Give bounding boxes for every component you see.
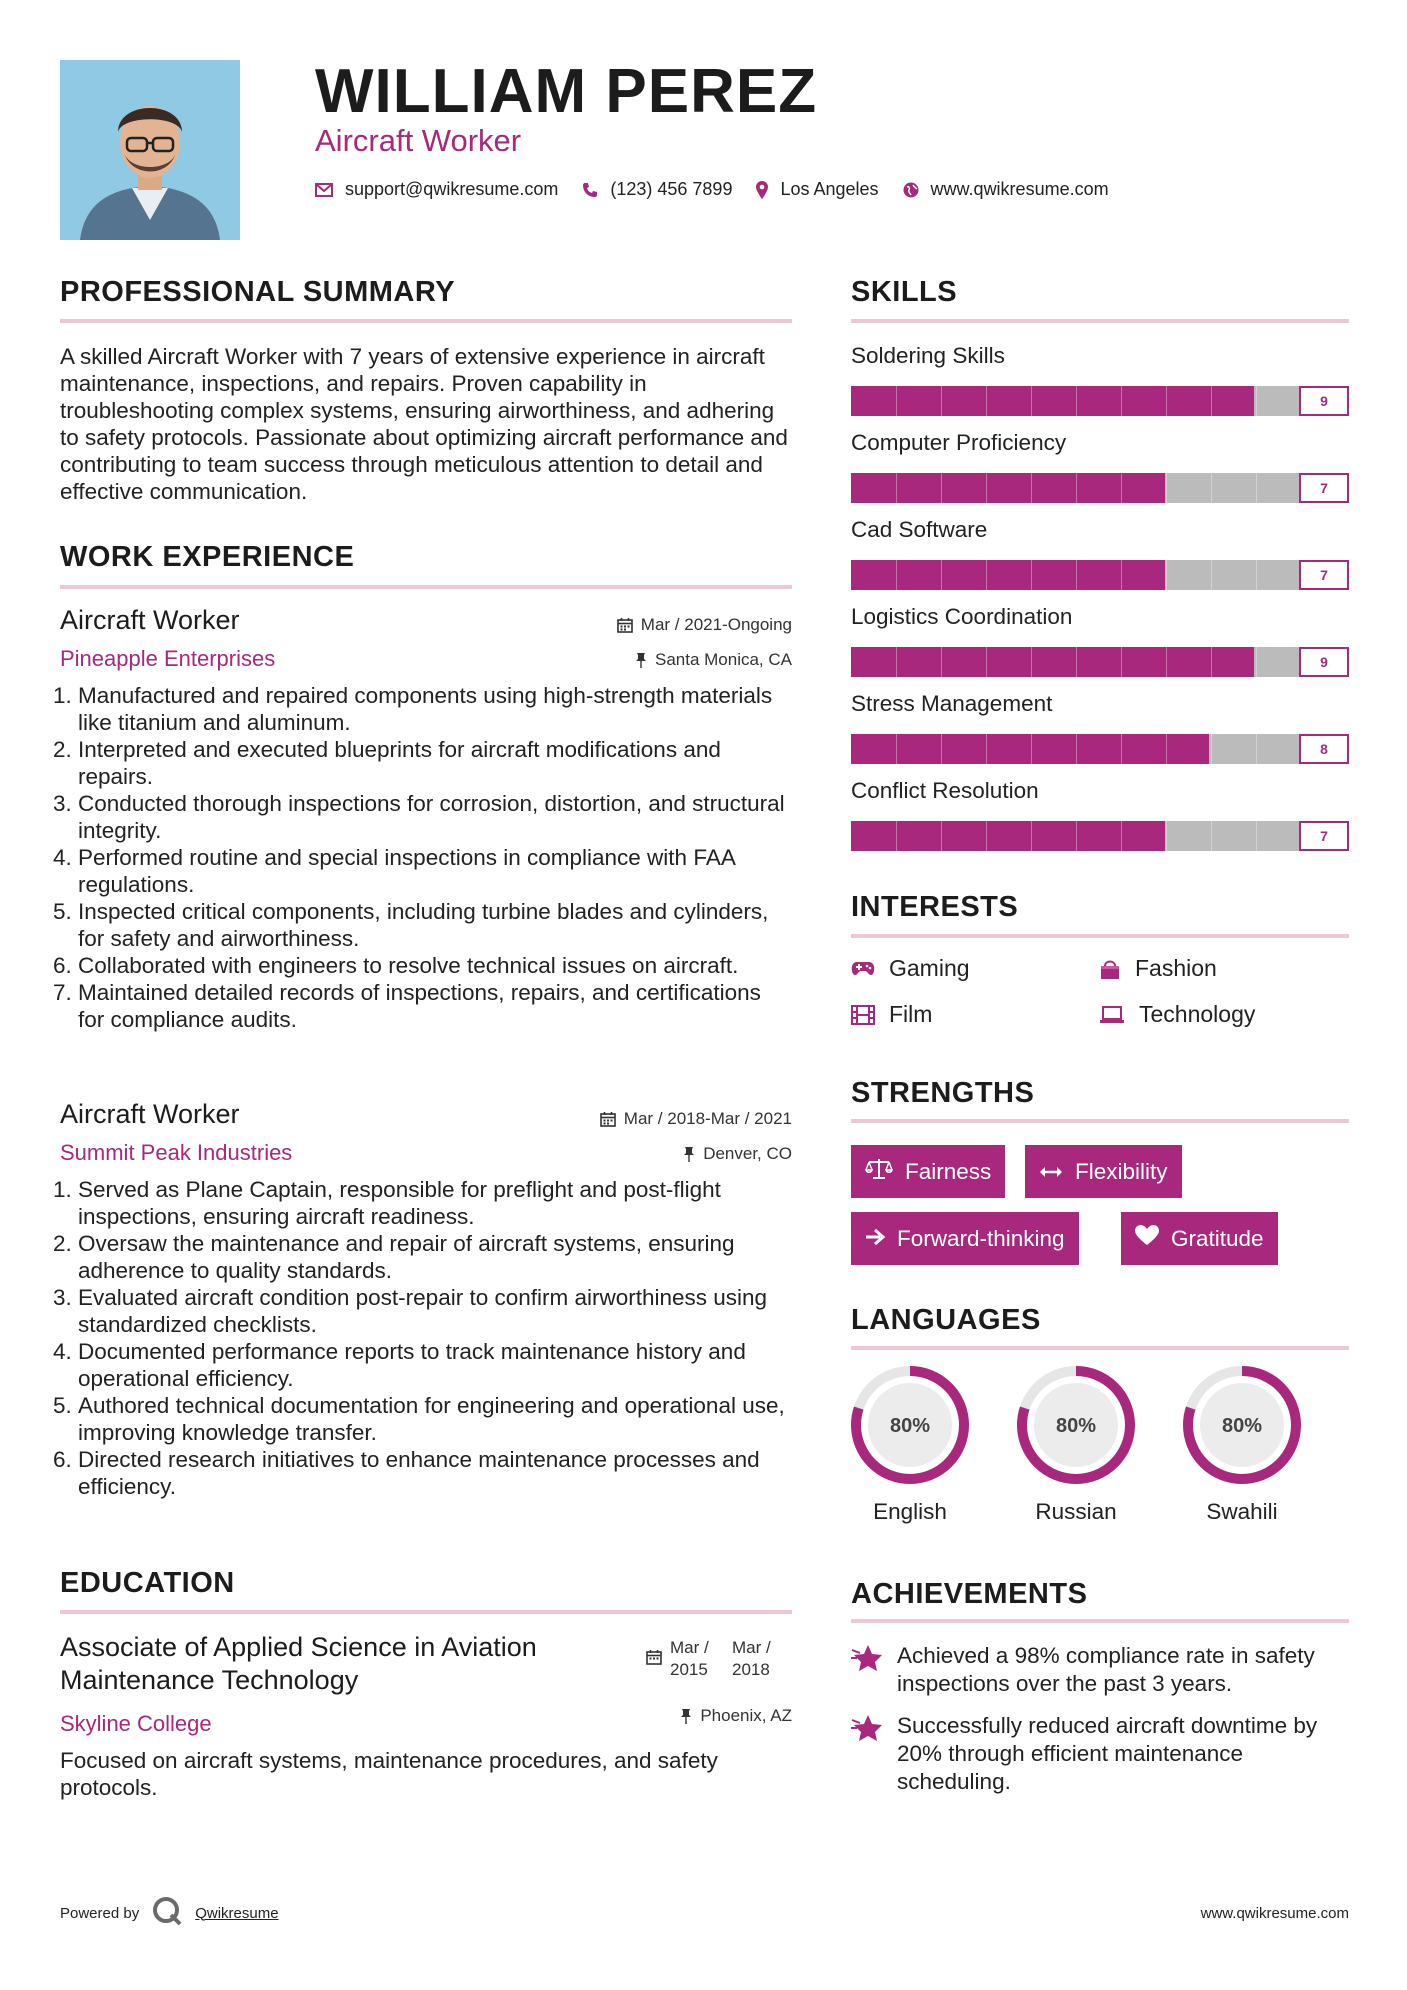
skill-bar-segment [1076, 821, 1077, 851]
achievement-text: Successfully reduced aircraft downtime by 20% through efficient maintenance scheduling. [897, 1713, 1318, 1794]
contact-email[interactable] [315, 179, 558, 200]
skill-bar [851, 560, 1349, 590]
duty-item: Inspected critical components, including turbine blades and cylinders, for safety and airworthiness. [78, 899, 769, 951]
skill-label: Computer Proficiency [851, 430, 1067, 455]
duty-item: Conducted thorough inspections for corrosion, distortion, and structural integrity. [78, 791, 785, 843]
interest-label: Fashion [1135, 955, 1217, 981]
language-label: Swahili [1206, 1499, 1278, 1524]
language-ring [1180, 1363, 1304, 1487]
duty-item: Maintained detailed records of inspections, repairs, and certifications for compliance audits. [78, 980, 761, 1032]
skill-item [851, 430, 1349, 496]
duty-item: Performed routine and special inspections in compliance with FAA regulations. [78, 845, 735, 897]
skill-label: Soldering Skills [851, 343, 1005, 368]
skill-bar-segment [1121, 734, 1122, 764]
strengths-rule [851, 1119, 1349, 1123]
job-company: Summit Peak Industries [60, 1140, 293, 1165]
job-dates [617, 615, 792, 635]
skill-bar-segment [1166, 473, 1167, 503]
skill-bar-segment [1256, 734, 1257, 764]
phone-icon [582, 182, 598, 198]
skill-bar-segment [1166, 386, 1167, 416]
skill-bar [851, 473, 1349, 503]
skill-bar-segment [941, 821, 942, 851]
envelope-icon [315, 183, 333, 197]
job-location-text: Denver, CO [703, 1144, 792, 1163]
profile-photo [60, 60, 240, 240]
job-title: Aircraft Worker [60, 605, 240, 635]
skill-bar-fill [851, 734, 1209, 764]
contact-phone[interactable] [582, 179, 732, 200]
education-location [680, 1706, 792, 1726]
film-icon [851, 1005, 875, 1025]
laptop-icon [1099, 1006, 1125, 1024]
skill-bar-segment [1256, 821, 1257, 851]
candidate-name: WILLIAM PEREZ [315, 57, 818, 126]
skill-bar-segment [941, 734, 942, 764]
skill-bar-segment [1031, 386, 1032, 416]
skill-bar-segment [1076, 734, 1077, 764]
job-dates-text: Mar / 2018-Mar / 2021 [623, 1109, 792, 1128]
pushpin-icon [635, 652, 647, 668]
star-badge-icon [851, 1644, 885, 1698]
duty-item: Directed research initiatives to enhance maintenance processes and efficiency. [78, 1447, 760, 1499]
skill-bar-segment [1076, 647, 1077, 677]
education-location-text: Phoenix, AZ [700, 1706, 792, 1725]
job-location [683, 1144, 792, 1164]
contact-website-text: www.qwikresume.com [930, 179, 1109, 199]
skill-bar-segment [1256, 560, 1257, 590]
skill-bar-segment [941, 473, 942, 503]
powered-by-text: Powered by [60, 1904, 140, 1922]
skill-bar-segment [896, 821, 897, 851]
skill-score: 9 [1299, 647, 1349, 677]
degree-title: Associate of Applied Science in Aviation Maintenance Technology [60, 1632, 537, 1695]
skill-bar-segment [1211, 821, 1212, 851]
skill-bar-segment [941, 647, 942, 677]
qwikresume-logo-icon [151, 1895, 183, 1931]
interests-rule [851, 934, 1349, 938]
duty-item: Interpreted and executed blueprints for aircraft modifications and repairs. [78, 737, 721, 789]
shopping-bag-icon [1099, 958, 1121, 980]
job-dates [600, 1109, 792, 1129]
language-label: English [873, 1499, 947, 1524]
language-ring [1014, 1363, 1138, 1487]
skills-rule [851, 319, 1349, 323]
skill-bar [851, 821, 1349, 851]
skill-bar-fill [851, 821, 1165, 851]
strength-tag [1121, 1212, 1278, 1265]
skill-bar-fill [851, 473, 1165, 503]
languages-rule [851, 1346, 1349, 1350]
skill-bar-segment [896, 647, 897, 677]
calendar-icon [617, 617, 633, 633]
achievement-text: Achieved a 98% compliance rate in safety inspections over the past 3 years. [897, 1643, 1315, 1696]
skill-bar-segment [1031, 473, 1032, 503]
skill-label: Cad Software [851, 517, 988, 542]
duty-item: Oversaw the maintenance and repair of aircraft systems, ensuring adherence to quality standards. [78, 1231, 735, 1283]
calendar-icon [646, 1649, 662, 1665]
education-dates [646, 1637, 792, 1681]
skill-bar-segment [986, 386, 987, 416]
skill-bar [851, 734, 1349, 764]
globe-icon [903, 182, 919, 198]
skill-bar-segment [896, 386, 897, 416]
skill-bar-segment [1211, 560, 1212, 590]
skill-item [851, 691, 1349, 757]
contact-bar [315, 179, 1125, 200]
contact-email-text: support@qwikresume.com [345, 179, 559, 199]
interest-label: Technology [1139, 1001, 1256, 1027]
strength-label: Fairness [905, 1158, 992, 1184]
strength-tag [851, 1212, 1079, 1265]
strength-label: Gratitude [1171, 1225, 1264, 1251]
education-end: Mar / 2018 [732, 1638, 771, 1679]
skill-score: 7 [1299, 821, 1349, 851]
contact-location [756, 179, 878, 200]
skill-bar-segment [941, 386, 942, 416]
education-entry [60, 1631, 792, 1801]
strength-tag [1025, 1145, 1182, 1198]
education-start: Mar / 2015 [670, 1638, 709, 1679]
strength-label: Forward-thinking [897, 1225, 1065, 1251]
skill-bar-segment [1121, 473, 1122, 503]
skill-bar-segment [986, 647, 987, 677]
skill-bar-segment [1031, 734, 1032, 764]
skill-item [851, 517, 1349, 583]
heart-icon [1135, 1225, 1159, 1252]
skill-item [851, 604, 1349, 670]
skill-bar-fill [851, 560, 1165, 590]
contact-website[interactable] [903, 179, 1109, 200]
skill-bar-segment [1121, 821, 1122, 851]
skill-bar-fill [851, 386, 1254, 416]
skill-bar-segment [1121, 386, 1122, 416]
language-item [848, 1363, 972, 1525]
pushpin-icon [680, 1708, 692, 1724]
arrow-right-icon [865, 1226, 885, 1252]
duty-item: Evaluated aircraft condition post-repair to confirm airworthiness using standardized checklists. [78, 1285, 768, 1337]
duty-item: Collaborated with engineers to resolve technical issues on aircraft. [78, 953, 739, 978]
skill-label: Conflict Resolution [851, 778, 1039, 803]
interest-item [1099, 955, 1217, 982]
balance-scale-icon [865, 1158, 893, 1186]
skill-bar-segment [1076, 560, 1077, 590]
skill-bar-segment [1076, 386, 1077, 416]
skill-bar [851, 386, 1349, 416]
skill-bar-segment [896, 734, 897, 764]
interest-item [1099, 1001, 1255, 1028]
language-percent: 80% [1055, 1415, 1097, 1437]
education-description: Focused on aircraft systems, maintenance procedures, and safety protocols. [60, 1748, 718, 1800]
duty-item: Served as Plane Captain, responsible for preflight and post-flight inspections, ensuring aircraft readiness. [78, 1177, 721, 1229]
summary-rule [60, 319, 792, 323]
skills-heading: SKILLS [851, 276, 958, 308]
brand-link[interactable]: Qwikresume [195, 1904, 279, 1922]
school-name: Skyline College [60, 1711, 212, 1736]
interest-label: Film [889, 1001, 933, 1027]
interest-label: Gaming [889, 955, 970, 981]
skill-bar-segment [896, 473, 897, 503]
contact-location-text: Los Angeles [780, 179, 879, 199]
skill-bar-segment [1076, 473, 1077, 503]
achievement-item [851, 1642, 1351, 1698]
skill-bar-segment [1031, 821, 1032, 851]
job-duties [60, 1176, 792, 1500]
skill-bar-segment [896, 560, 897, 590]
skill-bar-segment [1121, 560, 1122, 590]
map-pin-icon [756, 181, 768, 199]
skill-label: Stress Management [851, 691, 1053, 716]
job-location-text: Santa Monica, CA [654, 650, 792, 669]
skill-bar-segment [1031, 560, 1032, 590]
skill-bar-segment [1211, 647, 1212, 677]
experience-rule [60, 585, 792, 589]
skill-score: 9 [1299, 386, 1349, 416]
experience-heading: WORK EXPERIENCE [60, 541, 355, 573]
summary-text: A skilled Aircraft Worker with 7 years of extensive experience in aircraft maintenance, inspections, and repairs. Proven capability in troubleshooting complex systems, ensuring airworthiness, and adhering to safety protocols. Passionate about optimizing aircraft performance and contributing to team success through meticulous attention to detail and effective communication. [60, 344, 788, 504]
skill-bar-segment [1211, 734, 1212, 764]
pushpin-icon [683, 1146, 695, 1162]
job-company: Pineapple Enterprises [60, 646, 276, 671]
skill-score: 8 [1299, 734, 1349, 764]
skill-bar-segment [1166, 821, 1167, 851]
skill-item [851, 778, 1349, 844]
gamepad-icon [851, 961, 875, 977]
language-item [1014, 1363, 1138, 1525]
skill-bar-segment [1121, 647, 1122, 677]
skill-score: 7 [1299, 473, 1349, 503]
skill-bar-segment [1166, 734, 1167, 764]
skill-bar-segment [1256, 473, 1257, 503]
summary-heading: PROFESSIONAL SUMMARY [60, 276, 456, 308]
interest-item [851, 1001, 932, 1028]
interests-heading: INTERESTS [851, 891, 1019, 923]
skill-label: Logistics Coordination [851, 604, 1073, 629]
skill-bar-segment [986, 821, 987, 851]
arrows-horizontal-icon [1039, 1159, 1063, 1185]
footer-powered-by [60, 1895, 279, 1931]
calendar-icon [600, 1111, 616, 1127]
job-title: Aircraft Worker [60, 1099, 240, 1129]
language-ring [848, 1363, 972, 1487]
skill-bar-segment [986, 473, 987, 503]
footer-site[interactable]: www.qwikresume.com [1200, 1905, 1349, 1922]
duty-item: Documented performance reports to track maintenance history and operational efficiency. [78, 1339, 746, 1391]
skill-bar-segment [1166, 560, 1167, 590]
job-entry [60, 605, 792, 1033]
skill-bar-segment [986, 734, 987, 764]
skill-bar-segment [1031, 647, 1032, 677]
skill-bar-fill [851, 647, 1254, 677]
skill-score: 7 [1299, 560, 1349, 590]
skill-bar [851, 647, 1349, 677]
job-dates-text: Mar / 2021-Ongoing [640, 615, 792, 634]
contact-phone-text: (123) 456 7899 [610, 179, 733, 199]
achievement-item [851, 1712, 1351, 1796]
strength-label: Flexibility [1075, 1158, 1168, 1184]
language-item [1180, 1363, 1304, 1525]
job-location [635, 650, 792, 670]
job-entry [60, 1099, 792, 1500]
language-percent: 80% [889, 1415, 931, 1437]
education-rule [60, 1610, 792, 1614]
languages-heading: LANGUAGES [851, 1304, 1041, 1336]
interest-item [851, 955, 970, 982]
skill-bar-segment [1211, 386, 1212, 416]
skill-item [851, 343, 1349, 409]
skill-bar-segment [1256, 386, 1257, 416]
star-badge-icon [851, 1714, 885, 1796]
skill-bar-segment [1166, 647, 1167, 677]
job-duties [60, 682, 792, 1033]
skill-bar-segment [1256, 647, 1257, 677]
duty-item: Authored technical documentation for engineering and operational use, improving knowledge transfer. [78, 1393, 785, 1445]
candidate-title: Aircraft Worker [315, 123, 522, 158]
achievements-rule [851, 1619, 1349, 1623]
language-label: Russian [1035, 1499, 1117, 1524]
duty-item: Manufactured and repaired components using high-strength materials like titanium and aluminum. [78, 683, 773, 735]
achievements-heading: ACHIEVEMENTS [851, 1578, 1088, 1610]
skill-bar-segment [986, 560, 987, 590]
strength-tag [851, 1145, 1005, 1198]
education-heading: EDUCATION [60, 1567, 235, 1599]
language-percent: 80% [1221, 1415, 1263, 1437]
skill-bar-segment [1211, 473, 1212, 503]
strengths-heading: STRENGTHS [851, 1077, 1035, 1109]
skill-bar-segment [941, 560, 942, 590]
